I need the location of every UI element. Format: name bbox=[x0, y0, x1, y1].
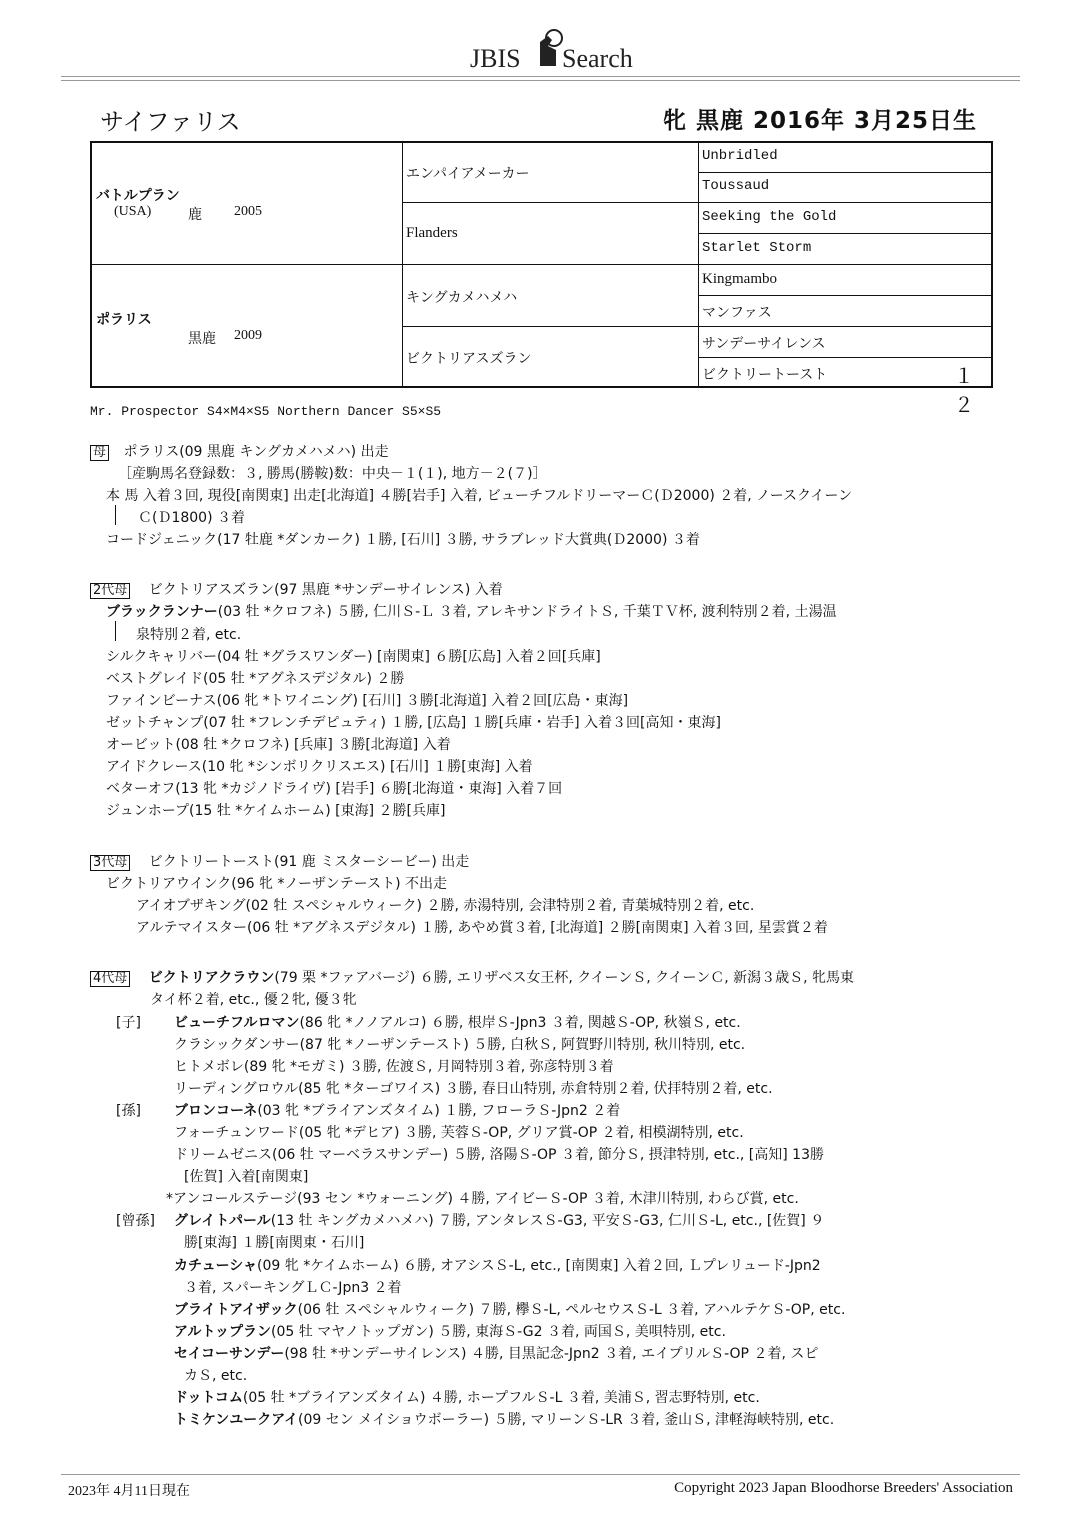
record-line: [佐賀] 入着[南関東] bbox=[184, 1169, 309, 1185]
record-text: (03 牡 *クロフネ) ５勝, 仁川Ｓ-Ｌ ３着, アレキサンドライトＳ, 千葉ＴＶ杯, 渡利特別２着, 土湯温 bbox=[217, 604, 837, 620]
gen3-3: Seeking the Gold bbox=[702, 209, 837, 225]
record-line bbox=[106, 601, 837, 621]
record-line: ビクトリアウインク(96 牝 *ノーザンテースト) 不出走 bbox=[106, 876, 447, 892]
header-rule-2 bbox=[61, 80, 1020, 81]
gen3-4: Starlet Storm bbox=[702, 240, 812, 256]
pedigree-divider bbox=[698, 172, 991, 173]
sire-origin: (USA) bbox=[114, 204, 152, 219]
record-text: (98 牡 *サンデーサイレンス) ４勝, 目黒記念-Jpn2 ３着, エイプリルＳ-OP ２着, スピ bbox=[284, 1346, 819, 1362]
horse-bold: ビューチフルロマン bbox=[174, 1015, 300, 1031]
horse-magnifier-icon bbox=[534, 28, 564, 68]
record-line: ドリームゼニス(06 牡 マーベラスサンデー) ５勝, 洛陽Ｓ-OP ３着, 節分Ｓ, 摂津特別, etc., [高知] 13勝 bbox=[174, 1147, 824, 1163]
sire-year: 2005 bbox=[234, 204, 262, 219]
record-line: コードジェニック(17 牡鹿 *ダンカーク) １勝, [石川] ３勝, サラブレッド大賞典(Ｄ2000) ３着 bbox=[106, 532, 700, 548]
record-line: タイ杯２着, etc., 優２牝, 優３牝 bbox=[150, 992, 357, 1008]
section-head: ビクトリートースト(91 鹿 ミスターシービー) 出走 bbox=[148, 854, 470, 870]
footer-date: 2023年 4月11日現在 bbox=[68, 1484, 190, 1499]
record-line: ジュンホープ(15 牡 *ケイムホーム) [東海] ２勝[兵庫] bbox=[106, 803, 446, 819]
continuation-bar bbox=[115, 505, 116, 525]
generation-label: [曾孫] bbox=[116, 1213, 155, 1229]
record-line bbox=[174, 1343, 818, 1363]
horse-bold: ブライトアイザック bbox=[174, 1302, 298, 1318]
section-tag: 母 bbox=[90, 445, 109, 461]
sire-name: バトルプラン bbox=[96, 188, 180, 204]
produce-stats: ［産駒馬名登録数：３, 勝馬(勝鞍)数：中央－１(１), 地方－２(７)］ bbox=[118, 466, 547, 482]
record-line: オービット(08 牡 *クロフネ) [兵庫] ３勝[北海道] 入着 bbox=[106, 737, 451, 753]
record-text: (13 牡 キングカメハメハ) ７勝, アンタレスＳ-G3, 平安Ｓ-G3, 仁川Ｓ-L, etc., [佐賀] ９ bbox=[270, 1213, 825, 1229]
generation-label: [子] bbox=[116, 1015, 141, 1031]
horse-bold: アルトップラン bbox=[174, 1324, 272, 1340]
record-line bbox=[174, 1299, 845, 1319]
record-line bbox=[174, 1100, 620, 1120]
record-line bbox=[174, 1210, 824, 1230]
horse-bold: トミケンユークアイ bbox=[174, 1412, 299, 1428]
record-text: (86 牝 *ノノアルコ) ６勝, 根岸Ｓ-Jpn3 ３着, 関越Ｓ-OP, 秋嶺Ｓ, etc. bbox=[299, 1015, 741, 1031]
record-line bbox=[174, 1321, 726, 1341]
record-line: 勝[東海] １勝[南関東・石川] bbox=[184, 1235, 365, 1251]
section-dam bbox=[90, 441, 389, 461]
continuation-bar bbox=[115, 621, 116, 641]
horse-bold: ブロンコーネ bbox=[174, 1103, 258, 1119]
section-third-dam bbox=[90, 851, 469, 871]
record-line: クラシックダンサー(87 牝 *ノーザンテースト) ５勝, 白秋Ｓ, 阿賀野川特別, 秋川特別, etc. bbox=[174, 1037, 746, 1053]
record-text: (06 牡 スペシャルウィーク) ７勝, 欅Ｓ-L, ペルセウスＳ-L ３着, アハルテケＳ-OP, etc. bbox=[297, 1302, 846, 1318]
dam-year: 2009 bbox=[234, 328, 262, 343]
record-line: フォーチュンワード(05 牝 *デヒア) ３勝, 芙蓉Ｓ-OP, グリア賞-OP ２着, 相模湖特別, etc. bbox=[174, 1125, 744, 1141]
gen3-6: マンファス bbox=[702, 305, 772, 321]
record-line: アイドクレース(10 牝 *シンボリクリスエス) [石川] １勝[東海] 入着 bbox=[106, 759, 533, 775]
record-line: ベストグレイド(05 牡 *アグネスデジタル) ２勝 bbox=[106, 671, 405, 687]
gen3-5: Kingmambo bbox=[702, 271, 777, 287]
generation-label: [孫] bbox=[116, 1103, 141, 1119]
record-line: ３着, スパーキングＬＣ-Jpn3 ２着 bbox=[184, 1280, 402, 1296]
horse-bold: グレイトパール bbox=[174, 1213, 271, 1229]
record-line: ゼットチャンプ(07 牡 *フレンチデピュティ) １勝, [広島] １勝[兵庫・岩手] 入着３回[高知・東海] bbox=[106, 715, 721, 731]
sire-sire: エンパイアメーカー bbox=[406, 166, 530, 182]
section-head: ポラリス(09 黒鹿 キングカメハメハ) 出走 bbox=[123, 444, 389, 460]
pedigree-divider bbox=[698, 233, 991, 234]
record-line: ベターオフ(13 牝 *カジノドライヴ) [岩手] ６勝[北海道・東海] 入着７回 bbox=[106, 781, 563, 797]
horse-bold: カチューシャ bbox=[174, 1258, 258, 1274]
record-text: (09 セン メイショウボーラー) ５勝, マリーンＳ-LR ３着, 釜山Ｓ, 津軽海峡特別, etc. bbox=[298, 1412, 835, 1428]
record-line: リーディングロウル(85 牝 *ターゴワイス) ３勝, 春日山特別, 赤倉特別２着, 伏拝特別２着, etc. bbox=[174, 1081, 773, 1097]
sire-color: 鹿 bbox=[188, 207, 202, 223]
dam-color: 黒鹿 bbox=[188, 331, 216, 347]
section-head: (79 栗 *ファアバージ) ６勝, エリザベス女王杯, クイーンＳ, クイーンＣ, 新潟３歳Ｓ, 牝馬東 bbox=[274, 970, 854, 986]
footer-rule bbox=[61, 1474, 1020, 1475]
dam-sire: キングカメハメハ bbox=[406, 290, 518, 306]
record-line: 本 馬 入着３回, 現役[南関東] 出走[北海道] ４勝[岩手] 入着, ビューチフルドリーマーＣ(Ｄ2000) ２着, ノースクイーン bbox=[106, 488, 853, 504]
sire-dam: Flanders bbox=[406, 225, 458, 241]
record-line: アルテマイスター(06 牡 *アグネスデジタル) １勝, あやめ賞３着, [北海道] ２勝[南関東] 入着３回, 星雲賞２着 bbox=[136, 920, 828, 936]
inbreeding: Mr. Prospector S4×M4×S5 Northern Dancer S5×S5 bbox=[90, 404, 442, 419]
gen3-1: Unbridled bbox=[702, 148, 778, 164]
section-tag: 4代母 bbox=[90, 971, 130, 987]
pedigree-divider bbox=[698, 357, 991, 358]
record-text: (09 牝 *ケイムホーム) ６勝, オアシスＳ-L, etc., [南関東] 入着２回, Ｌプレリュード-Jpn2 bbox=[257, 1258, 821, 1274]
record-line: *アンコールステージ(93 セン *ウォーニング) ４勝, アイビーＳ-OP ３着, 木津川特別, わらび賞, etc. bbox=[166, 1191, 799, 1207]
record-text: (05 牡 *ブライアンズタイム) ４勝, ホープフルＳ-L ３着, 美浦Ｓ, 習志野特別, etc. bbox=[242, 1390, 760, 1406]
pedigree-divider bbox=[698, 295, 991, 296]
horse-info: 牝 黒鹿 2016年 3月25日生 bbox=[663, 108, 978, 134]
record-line: ヒトメボレ(89 牝 *モガミ) ３勝, 佐渡Ｓ, 月岡特別３着, 弥彦特別３着 bbox=[174, 1059, 614, 1075]
gen3-2: Toussaud bbox=[702, 178, 770, 194]
horse-name: サイファリス bbox=[100, 108, 241, 136]
record-line: ファインビーナス(06 牝 *トワイニング) [石川] ３勝[北海道] 入着２回[広島・東海] bbox=[106, 693, 629, 709]
record-line: 泉特別２着, etc. bbox=[136, 627, 242, 643]
dam-name: ポラリス bbox=[96, 312, 152, 328]
footer-copyright: Copyright 2023 Japan Bloodhorse Breeders' Association bbox=[674, 1480, 1013, 1496]
horse-bold: セイコーサンデー bbox=[174, 1346, 285, 1362]
family-number: １２ bbox=[954, 364, 974, 417]
record-line bbox=[174, 1012, 741, 1032]
section-head: ビクトリアスズラン(97 黒鹿 *サンデーサイレンス) 入着 bbox=[148, 582, 503, 598]
section-tag: 2代母 bbox=[90, 583, 130, 599]
record-line: カＳ, etc. bbox=[184, 1368, 248, 1384]
logo-text-jbis: JBIS bbox=[470, 44, 521, 73]
record-text: (05 牡 マヤノトップガン) ５勝, 東海Ｓ-G2 ３着, 両国Ｓ, 美唄特別, etc. bbox=[271, 1324, 726, 1340]
pedigree-divider bbox=[402, 202, 991, 203]
gen3-8: ビクトリートースト bbox=[702, 367, 828, 383]
horse-bold: ドットコム bbox=[174, 1390, 243, 1406]
record-line bbox=[174, 1409, 834, 1429]
record-text: (03 牝 *ブライアンズタイム) １勝, フローラＳ-Jpn2 ２着 bbox=[257, 1103, 621, 1119]
pedigree-divider bbox=[402, 326, 991, 327]
header-rule bbox=[61, 76, 1020, 77]
record-line: シルクキャリバー(04 牡 *グラスワンダー) [南関東] ６勝[広島] 入着２回[兵庫] bbox=[106, 649, 601, 665]
record-line: アイオブザキング(02 牡 スペシャルウィーク) ２勝, 赤湯特別, 会津特別２着, 青葉城特別２着, etc. bbox=[136, 898, 755, 914]
record-line: Ｃ(Ｄ1800) ３着 bbox=[138, 510, 246, 526]
logo-text-search: Search bbox=[562, 44, 633, 73]
record-line bbox=[174, 1255, 821, 1275]
section-fourth-dam bbox=[90, 967, 854, 987]
pedigree-divider bbox=[92, 264, 991, 265]
dam-dam: ビクトリアスズラン bbox=[406, 351, 532, 367]
record-line bbox=[174, 1387, 760, 1407]
section-second-dam bbox=[90, 579, 503, 599]
gen3-7: サンデーサイレンス bbox=[702, 336, 826, 352]
horse-bold: ビクトリアクラウン bbox=[148, 970, 275, 986]
horse-bold: ブラックランナー bbox=[106, 604, 218, 620]
section-tag: 3代母 bbox=[90, 855, 130, 871]
